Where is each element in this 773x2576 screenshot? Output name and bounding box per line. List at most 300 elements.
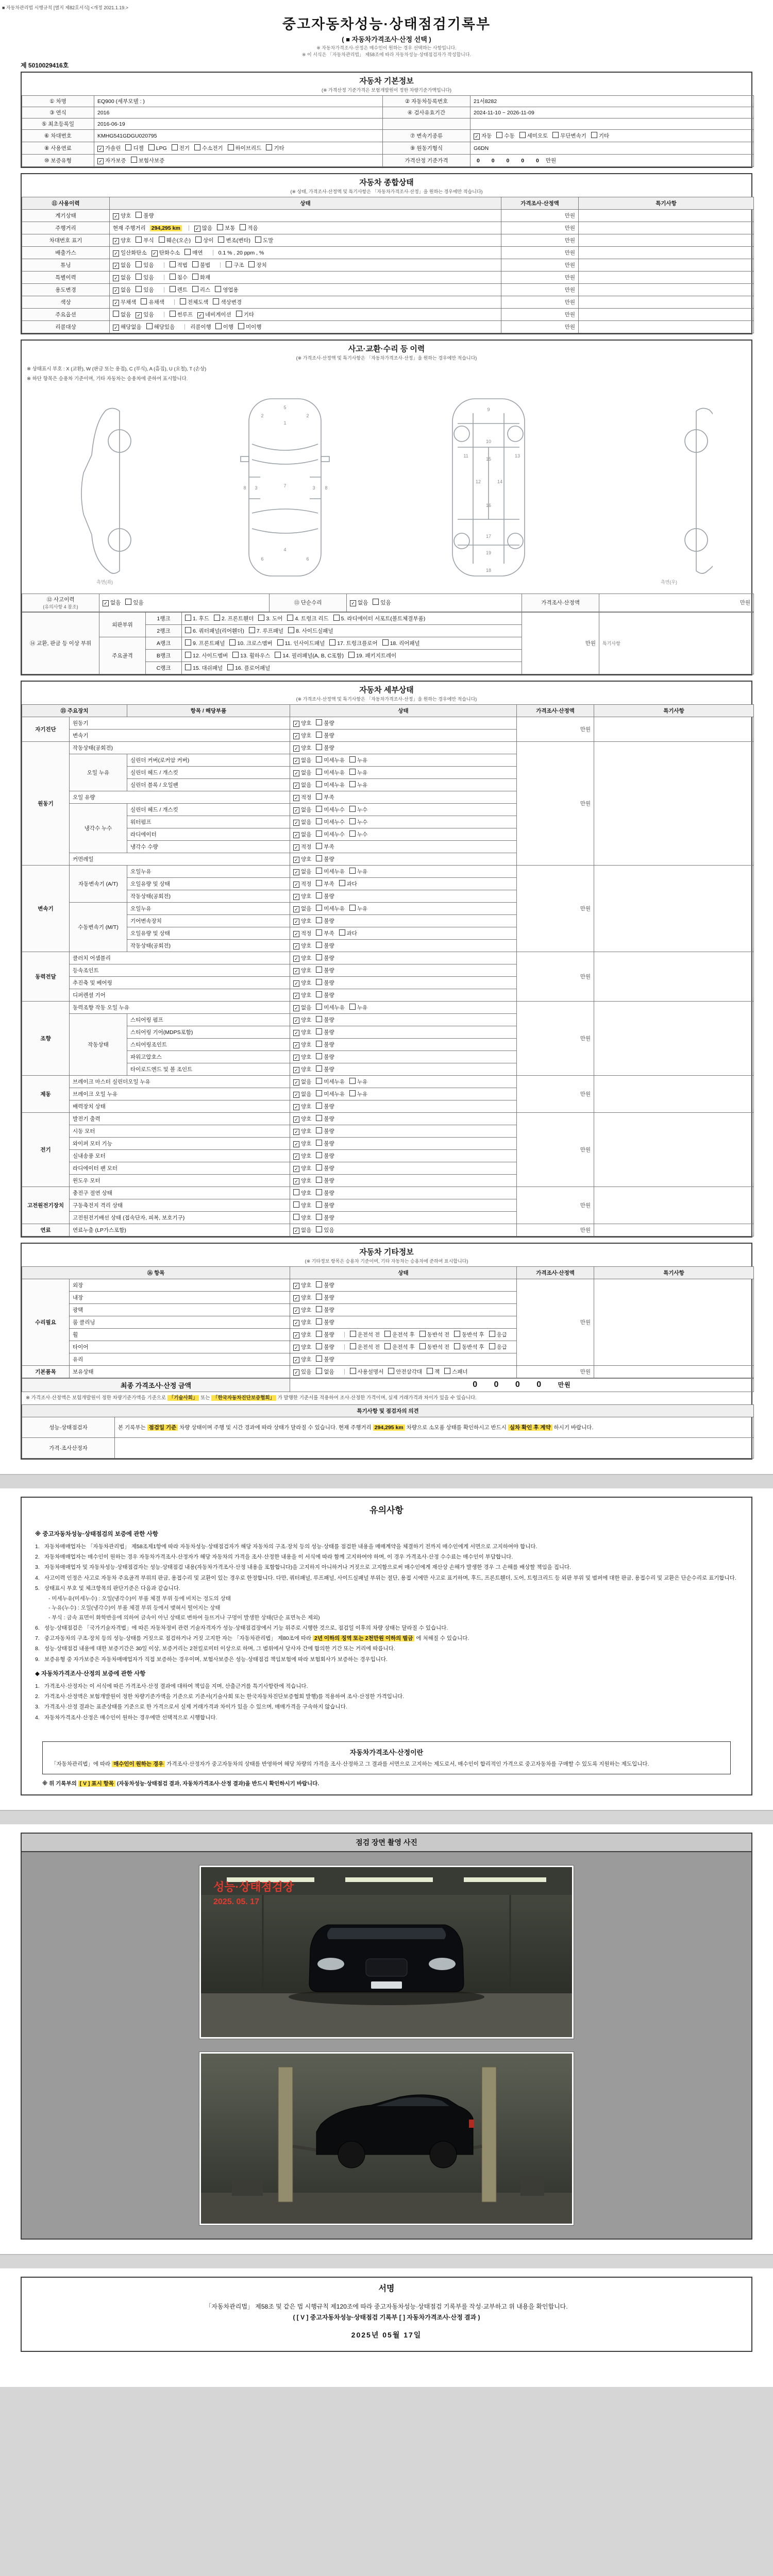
checkbox-불량[interactable] [316,1201,334,1209]
checkbox-영업용[interactable] [215,286,238,294]
checkbox-양호[interactable] [293,855,311,863]
checkbox-box-icon[interactable]: ✓ [293,882,299,888]
checkbox-미세누유[interactable] [316,781,345,789]
checkbox-box-icon[interactable]: ✓ [293,1332,299,1338]
checkbox-없음[interactable] [293,806,311,814]
checkbox-box-icon[interactable] [349,831,356,837]
checkbox-적정[interactable] [293,929,311,937]
checkbox-box-icon[interactable]: ✓ [293,1369,299,1376]
checkbox-양호[interactable] [293,917,311,925]
checkbox-box-icon[interactable] [316,1189,322,1195]
checkbox-box-icon[interactable]: ✓ [293,844,299,851]
checkbox-box-icon[interactable] [287,615,293,621]
checkbox-16. 플로어패널[interactable] [227,664,270,672]
checkbox-box-icon[interactable] [185,615,191,621]
checkbox-box-icon[interactable] [316,1226,322,1232]
checkbox-box-icon[interactable] [349,818,356,824]
checkbox-양호[interactable] [293,1103,311,1110]
checkbox-전체도색[interactable] [180,298,209,306]
checkbox-box-icon[interactable]: ✓ [293,1129,299,1135]
checkbox-불량[interactable] [316,1016,334,1024]
checkbox-box-icon[interactable]: ✓ [197,312,204,318]
checkbox-부족[interactable] [316,880,334,888]
checkbox-box-icon[interactable] [316,806,322,812]
checkbox-미세누유[interactable] [316,769,345,776]
checkbox-양호[interactable] [113,212,131,219]
checkbox-box-icon[interactable]: ✓ [136,312,142,318]
checkbox-box-icon[interactable] [180,298,186,304]
checkbox-box-icon[interactable]: ✓ [293,1030,299,1036]
checkbox-box-icon[interactable]: ✓ [97,146,104,152]
checkbox-box-icon[interactable]: ✓ [293,1067,299,1073]
checkbox-box-icon[interactable]: ✓ [293,795,299,801]
checkbox-불량[interactable] [316,979,334,987]
checkbox-양호[interactable] [293,1201,311,1209]
checkbox-box-icon[interactable] [217,224,223,230]
checkbox-불량[interactable] [316,892,334,900]
checkbox-렌트[interactable] [170,286,188,294]
checkbox-box-icon[interactable]: ✓ [293,1116,299,1123]
checkbox-box-icon[interactable]: ✓ [293,919,299,925]
checkbox-box-icon[interactable]: ✓ [293,1283,299,1289]
checkbox-box-icon[interactable] [238,323,244,329]
checkbox-없음[interactable] [293,1078,311,1086]
checkbox-2. 프론트휀더[interactable] [214,615,254,622]
checkbox-box-icon[interactable] [349,769,356,775]
checkbox-box-icon[interactable] [489,1343,495,1349]
checkbox-box-icon[interactable] [316,843,322,849]
checkbox-기타[interactable] [266,144,284,152]
checkbox-box-icon[interactable] [316,1201,322,1208]
checkbox-box-icon[interactable] [293,1189,299,1195]
checkbox-box-icon[interactable] [277,639,283,646]
checkbox-적법[interactable] [170,261,188,269]
checkbox-box-icon[interactable] [350,1368,356,1374]
checkbox-box-icon[interactable] [384,1343,391,1349]
checkbox-상이[interactable] [195,236,213,244]
checkbox-있음[interactable] [373,599,391,606]
checkbox-box-icon[interactable]: ✓ [293,1092,299,1098]
checkbox-box-icon[interactable]: ✓ [293,832,299,838]
checkbox-box-icon[interactable] [185,627,191,633]
checkbox-없음[interactable] [293,818,311,826]
checkbox-box-icon[interactable] [316,1053,322,1059]
checkbox-box-icon[interactable] [185,652,191,658]
checkbox-box-icon[interactable]: ✓ [293,1345,299,1351]
checkbox-box-icon[interactable] [316,793,322,800]
checkbox-리스[interactable] [192,286,210,294]
checkbox-box-icon[interactable] [293,1214,299,1220]
checkbox-box-icon[interactable] [350,1343,356,1349]
checkbox-4. 트렁크 리드[interactable] [287,615,328,622]
checkbox-불량[interactable] [316,1318,334,1326]
checkbox-box-icon[interactable] [316,1294,322,1300]
checkbox-기타[interactable] [591,132,609,140]
checkbox-box-icon[interactable]: ✓ [293,1308,299,1314]
checkbox-안전삼각대[interactable] [388,1368,422,1376]
checkbox-box-icon[interactable] [249,627,255,633]
checkbox-없음[interactable] [293,756,311,764]
checkbox-box-icon[interactable] [213,298,219,304]
checkbox-스패너[interactable] [444,1368,467,1376]
checkbox-LPG[interactable] [148,144,167,151]
checkbox-box-icon[interactable]: ✓ [293,857,299,863]
checkbox-box-icon[interactable] [373,599,379,605]
checkbox-box-icon[interactable] [316,1078,322,1084]
checkbox-불량[interactable] [136,212,154,219]
checkbox-미세누수[interactable] [316,831,345,838]
checkbox-box-icon[interactable]: ✓ [293,1055,299,1061]
checkbox-잭[interactable] [427,1368,440,1376]
checkbox-불량[interactable] [316,1164,334,1172]
checkbox-양호[interactable] [293,1294,311,1301]
checkbox-box-icon[interactable] [136,261,142,267]
checkbox-box-icon[interactable] [316,1028,322,1035]
checkbox-box-icon[interactable] [316,1016,322,1022]
checkbox-장치[interactable] [248,261,266,269]
checkbox-미이행[interactable] [238,323,261,331]
checkbox-box-icon[interactable] [170,286,176,292]
checkbox-불량[interactable] [316,1281,334,1289]
checkbox-불량[interactable] [316,719,334,727]
checkbox-양호[interactable] [293,732,311,739]
checkbox-양호[interactable] [293,744,311,752]
checkbox-box-icon[interactable] [316,744,322,750]
checkbox-box-icon[interactable] [444,1368,450,1374]
checkbox-box-icon[interactable] [316,1103,322,1109]
checkbox-불량[interactable] [316,1065,334,1073]
checkbox-box-icon[interactable] [316,1041,322,1047]
checkbox-썬루프[interactable] [170,311,193,318]
checkbox-box-icon[interactable] [316,769,322,775]
checkbox-box-icon[interactable]: ✓ [293,1295,299,1301]
checkbox-box-icon[interactable] [125,144,131,150]
checkbox-box-icon[interactable]: ✓ [293,807,299,814]
checkbox-box-icon[interactable] [316,1152,322,1158]
checkbox-양호[interactable] [293,1318,311,1326]
checkbox-box-icon[interactable] [136,212,142,218]
checkbox-box-icon[interactable]: ✓ [113,250,119,257]
checkbox-누유[interactable] [349,1004,367,1011]
checkbox-없음[interactable] [293,868,311,875]
checkbox-무단변속기[interactable] [552,132,586,140]
checkbox-운전석 전[interactable] [350,1343,380,1351]
checkbox-box-icon[interactable]: ✓ [293,783,299,789]
checkbox-양호[interactable] [293,942,311,950]
checkbox-적정[interactable] [293,843,311,851]
checkbox-box-icon[interactable] [384,1331,391,1337]
checkbox-불량[interactable] [316,1294,334,1301]
checkbox-box-icon[interactable]: ✓ [293,869,299,875]
checkbox-box-icon[interactable]: ✓ [293,770,299,776]
checkbox-자동[interactable] [474,132,492,140]
checkbox-수동[interactable] [496,132,514,140]
checkbox-box-icon[interactable] [316,756,322,762]
checkbox-불량[interactable] [316,917,334,925]
checkbox-미세누유[interactable] [316,868,345,875]
checkbox-box-icon[interactable]: ✓ [152,250,158,257]
checkbox-box-icon[interactable] [215,323,222,329]
checkbox-양호[interactable] [293,719,311,727]
checkbox-양호[interactable] [293,1164,311,1172]
checkbox-양호[interactable] [113,236,131,244]
checkbox-변조(변타)[interactable] [218,236,250,244]
checkbox-불량[interactable] [316,1177,334,1184]
checkbox-box-icon[interactable]: ✓ [293,1079,299,1086]
checkbox-box-icon[interactable]: ✓ [293,968,299,974]
checkbox-17. 트렁크플로어[interactable] [329,639,377,647]
checkbox-box-icon[interactable] [316,732,322,738]
checkbox-box-icon[interactable]: ✓ [293,943,299,950]
checkbox-미세누유[interactable] [316,1078,345,1086]
checkbox-box-icon[interactable] [275,652,281,658]
checkbox-box-icon[interactable] [184,249,191,255]
checkbox-해당없음[interactable] [113,323,142,331]
checkbox-없음[interactable] [350,599,368,606]
checkbox-양호[interactable] [293,1041,311,1048]
checkbox-box-icon[interactable] [316,967,322,973]
checkbox-box-icon[interactable] [419,1343,426,1349]
checkbox-box-icon[interactable] [125,599,131,605]
checkbox-box-icon[interactable]: ✓ [293,894,299,900]
checkbox-8. 사이드실패널[interactable] [288,627,333,635]
checkbox-box-icon[interactable] [316,1355,322,1362]
checkbox-box-icon[interactable] [316,818,322,824]
checkbox-box-icon[interactable] [266,144,272,150]
checkbox-없음[interactable] [293,905,311,912]
checkbox-적정[interactable] [293,793,311,801]
checkbox-훼손(오손)[interactable] [159,236,191,244]
checkbox-box-icon[interactable] [316,1140,322,1146]
checkbox-양호[interactable] [293,1214,311,1222]
checkbox-없음[interactable] [293,831,311,838]
checkbox-누유[interactable] [349,905,367,912]
checkbox-탄화수소[interactable] [152,249,180,257]
checkbox-box-icon[interactable] [226,261,232,267]
checkbox-불량[interactable] [316,1103,334,1110]
checkbox-있음[interactable] [316,1226,334,1234]
checkbox-box-icon[interactable] [316,892,322,899]
checkbox-box-icon[interactable]: ✓ [113,325,119,331]
checkbox-없음[interactable] [293,1090,311,1098]
checkbox-불량[interactable] [316,1127,334,1135]
checkbox-미세누수[interactable] [316,818,345,826]
checkbox-box-icon[interactable] [185,664,191,670]
checkbox-해당있음[interactable] [146,323,175,331]
checkbox-box-icon[interactable]: ✓ [293,721,299,727]
checkbox-부족[interactable] [316,929,334,937]
checkbox-box-icon[interactable] [348,652,355,658]
checkbox-box-icon[interactable]: ✓ [293,1228,299,1234]
checkbox-box-icon[interactable]: ✓ [293,733,299,739]
checkbox-box-icon[interactable] [215,286,221,292]
checkbox-양호[interactable] [293,1065,311,1073]
checkbox-box-icon[interactable] [349,806,356,812]
checkbox-7. 루프패널[interactable] [249,627,283,635]
checkbox-box-icon[interactable] [170,274,176,280]
checkbox-미세누유[interactable] [316,1004,345,1011]
checkbox-보험사보증[interactable] [131,157,165,164]
checkbox-누유[interactable] [349,1078,367,1086]
checkbox-자가보증[interactable] [97,157,126,164]
checkbox-14. 필러패널(A, B, C포함)[interactable] [275,652,344,659]
checkbox-동반석 전[interactable] [419,1331,450,1338]
checkbox-있음[interactable] [136,286,154,294]
checkbox-수소전기[interactable] [194,144,223,152]
checkbox-box-icon[interactable]: ✓ [113,263,119,269]
checkbox-불량[interactable] [316,1041,334,1048]
checkbox-box-icon[interactable] [227,664,233,670]
checkbox-box-icon[interactable]: ✓ [113,287,119,294]
checkbox-box-icon[interactable]: ✓ [474,133,480,140]
checkbox-box-icon[interactable] [316,954,322,960]
checkbox-box-icon[interactable] [329,639,335,646]
checkbox-화재[interactable] [192,274,210,281]
checkbox-box-icon[interactable] [170,261,176,267]
checkbox-하이브리드[interactable] [228,144,262,152]
checkbox-13. 휠하우스[interactable] [232,652,270,659]
checkbox-사용설명서[interactable] [350,1368,384,1376]
checkbox-box-icon[interactable] [519,132,526,138]
checkbox-box-icon[interactable] [236,311,242,317]
checkbox-box-icon[interactable] [192,286,198,292]
checkbox-없음[interactable] [113,274,131,281]
checkbox-box-icon[interactable]: ✓ [293,956,299,962]
checkbox-응급[interactable] [489,1343,507,1351]
checkbox-누수[interactable] [349,806,367,814]
checkbox-미세누수[interactable] [316,806,345,814]
checkbox-양호[interactable] [293,991,311,999]
checkbox-부족[interactable] [316,843,334,851]
checkbox-box-icon[interactable] [113,311,119,317]
checkbox-양호[interactable] [293,1115,311,1123]
checkbox-box-icon[interactable] [255,236,261,243]
checkbox-있음[interactable] [136,274,154,281]
checkbox-불량[interactable] [316,954,334,962]
checkbox-box-icon[interactable] [229,639,236,646]
checkbox-box-icon[interactable] [316,855,322,861]
checkbox-적음[interactable] [240,224,258,232]
checkbox-box-icon[interactable]: ✓ [293,1005,299,1011]
checkbox-box-icon[interactable] [195,236,201,243]
checkbox-양호[interactable] [293,1343,311,1351]
checkbox-9. 프론트패널[interactable] [185,639,225,647]
checkbox-box-icon[interactable] [316,1214,322,1220]
checkbox-box-icon[interactable] [148,144,155,150]
checkbox-box-icon[interactable] [136,286,142,292]
checkbox-침수[interactable] [170,274,188,281]
checkbox-box-icon[interactable] [232,652,239,658]
checkbox-불량[interactable] [316,1343,334,1351]
checkbox-box-icon[interactable] [316,1177,322,1183]
checkbox-box-icon[interactable] [316,1115,322,1121]
checkbox-있음[interactable] [293,1368,311,1376]
checkbox-미세누유[interactable] [316,905,345,912]
checkbox-11. 인사이드패널[interactable] [277,639,325,647]
checkbox-box-icon[interactable] [194,144,200,150]
checkbox-box-icon[interactable] [316,831,322,837]
checkbox-box-icon[interactable]: ✓ [293,1018,299,1024]
checkbox-box-icon[interactable] [316,979,322,985]
checkbox-불법[interactable] [192,261,210,269]
checkbox-box-icon[interactable]: ✓ [293,980,299,987]
checkbox-불량[interactable] [316,1331,334,1338]
checkbox-양호[interactable] [293,1177,311,1184]
checkbox-box-icon[interactable]: ✓ [350,600,356,606]
checkbox-불량[interactable] [316,732,334,739]
checkbox-불량[interactable] [316,855,334,863]
checkbox-불량[interactable] [316,1115,334,1123]
checkbox-디젤[interactable] [125,144,143,152]
checkbox-box-icon[interactable] [258,615,264,621]
checkbox-불량[interactable] [316,1189,334,1197]
checkbox-box-icon[interactable] [240,224,246,230]
checkbox-많음[interactable] [194,224,212,232]
checkbox-box-icon[interactable] [185,639,191,646]
checkbox-불량[interactable] [316,1306,334,1314]
checkbox-운전석 후[interactable] [384,1331,415,1338]
checkbox-누유[interactable] [349,781,367,789]
checkbox-양호[interactable] [293,1127,311,1135]
checkbox-양호[interactable] [293,1053,311,1061]
checkbox-box-icon[interactable] [349,868,356,874]
checkbox-운전석 전[interactable] [350,1331,380,1338]
checkbox-box-icon[interactable] [218,236,224,243]
checkbox-3. 도어[interactable] [258,615,282,622]
checkbox-box-icon[interactable] [316,1331,322,1337]
checkbox-box-icon[interactable] [316,1164,322,1171]
checkbox-box-icon[interactable]: ✓ [113,300,119,306]
checkbox-box-icon[interactable] [316,880,322,886]
checkbox-누유[interactable] [349,1090,367,1098]
checkbox-box-icon[interactable] [316,1281,322,1287]
checkbox-양호[interactable] [293,1331,311,1338]
checkbox-적정[interactable] [293,880,311,888]
checkbox-box-icon[interactable] [349,756,356,762]
checkbox-box-icon[interactable] [316,719,322,725]
checkbox-box-icon[interactable] [316,1368,322,1374]
checkbox-box-icon[interactable]: ✓ [293,1154,299,1160]
checkbox-없음[interactable] [316,1368,334,1376]
checkbox-불량[interactable] [316,1140,334,1147]
checkbox-box-icon[interactable] [339,929,345,936]
checkbox-box-icon[interactable] [316,1318,322,1325]
checkbox-box-icon[interactable] [382,639,389,646]
checkbox-box-icon[interactable]: ✓ [293,1178,299,1184]
checkbox-box-icon[interactable] [388,1368,394,1374]
checkbox-box-icon[interactable] [316,991,322,997]
checkbox-유채색[interactable] [141,298,164,306]
checkbox-box-icon[interactable] [316,1090,322,1096]
checkbox-10. 크로스멤버[interactable] [229,639,272,647]
checkbox-box-icon[interactable] [316,1065,322,1072]
checkbox-box-icon[interactable]: ✓ [97,158,104,164]
checkbox-box-icon[interactable] [170,311,176,317]
checkbox-box-icon[interactable] [316,1127,322,1133]
checkbox-box-icon[interactable] [552,132,559,138]
checkbox-이행[interactable] [215,323,233,331]
checkbox-box-icon[interactable] [172,144,178,150]
checkbox-있음[interactable] [125,599,143,606]
checkbox-19. 패키지트레이[interactable] [348,652,396,659]
checkbox-box-icon[interactable]: ✓ [293,1357,299,1363]
checkbox-box-icon[interactable] [339,880,345,886]
checkbox-없음[interactable] [293,769,311,776]
checkbox-box-icon[interactable] [316,905,322,911]
checkbox-불량[interactable] [316,942,334,950]
checkbox-box-icon[interactable]: ✓ [293,820,299,826]
checkbox-18. 리어패널[interactable] [382,639,420,647]
